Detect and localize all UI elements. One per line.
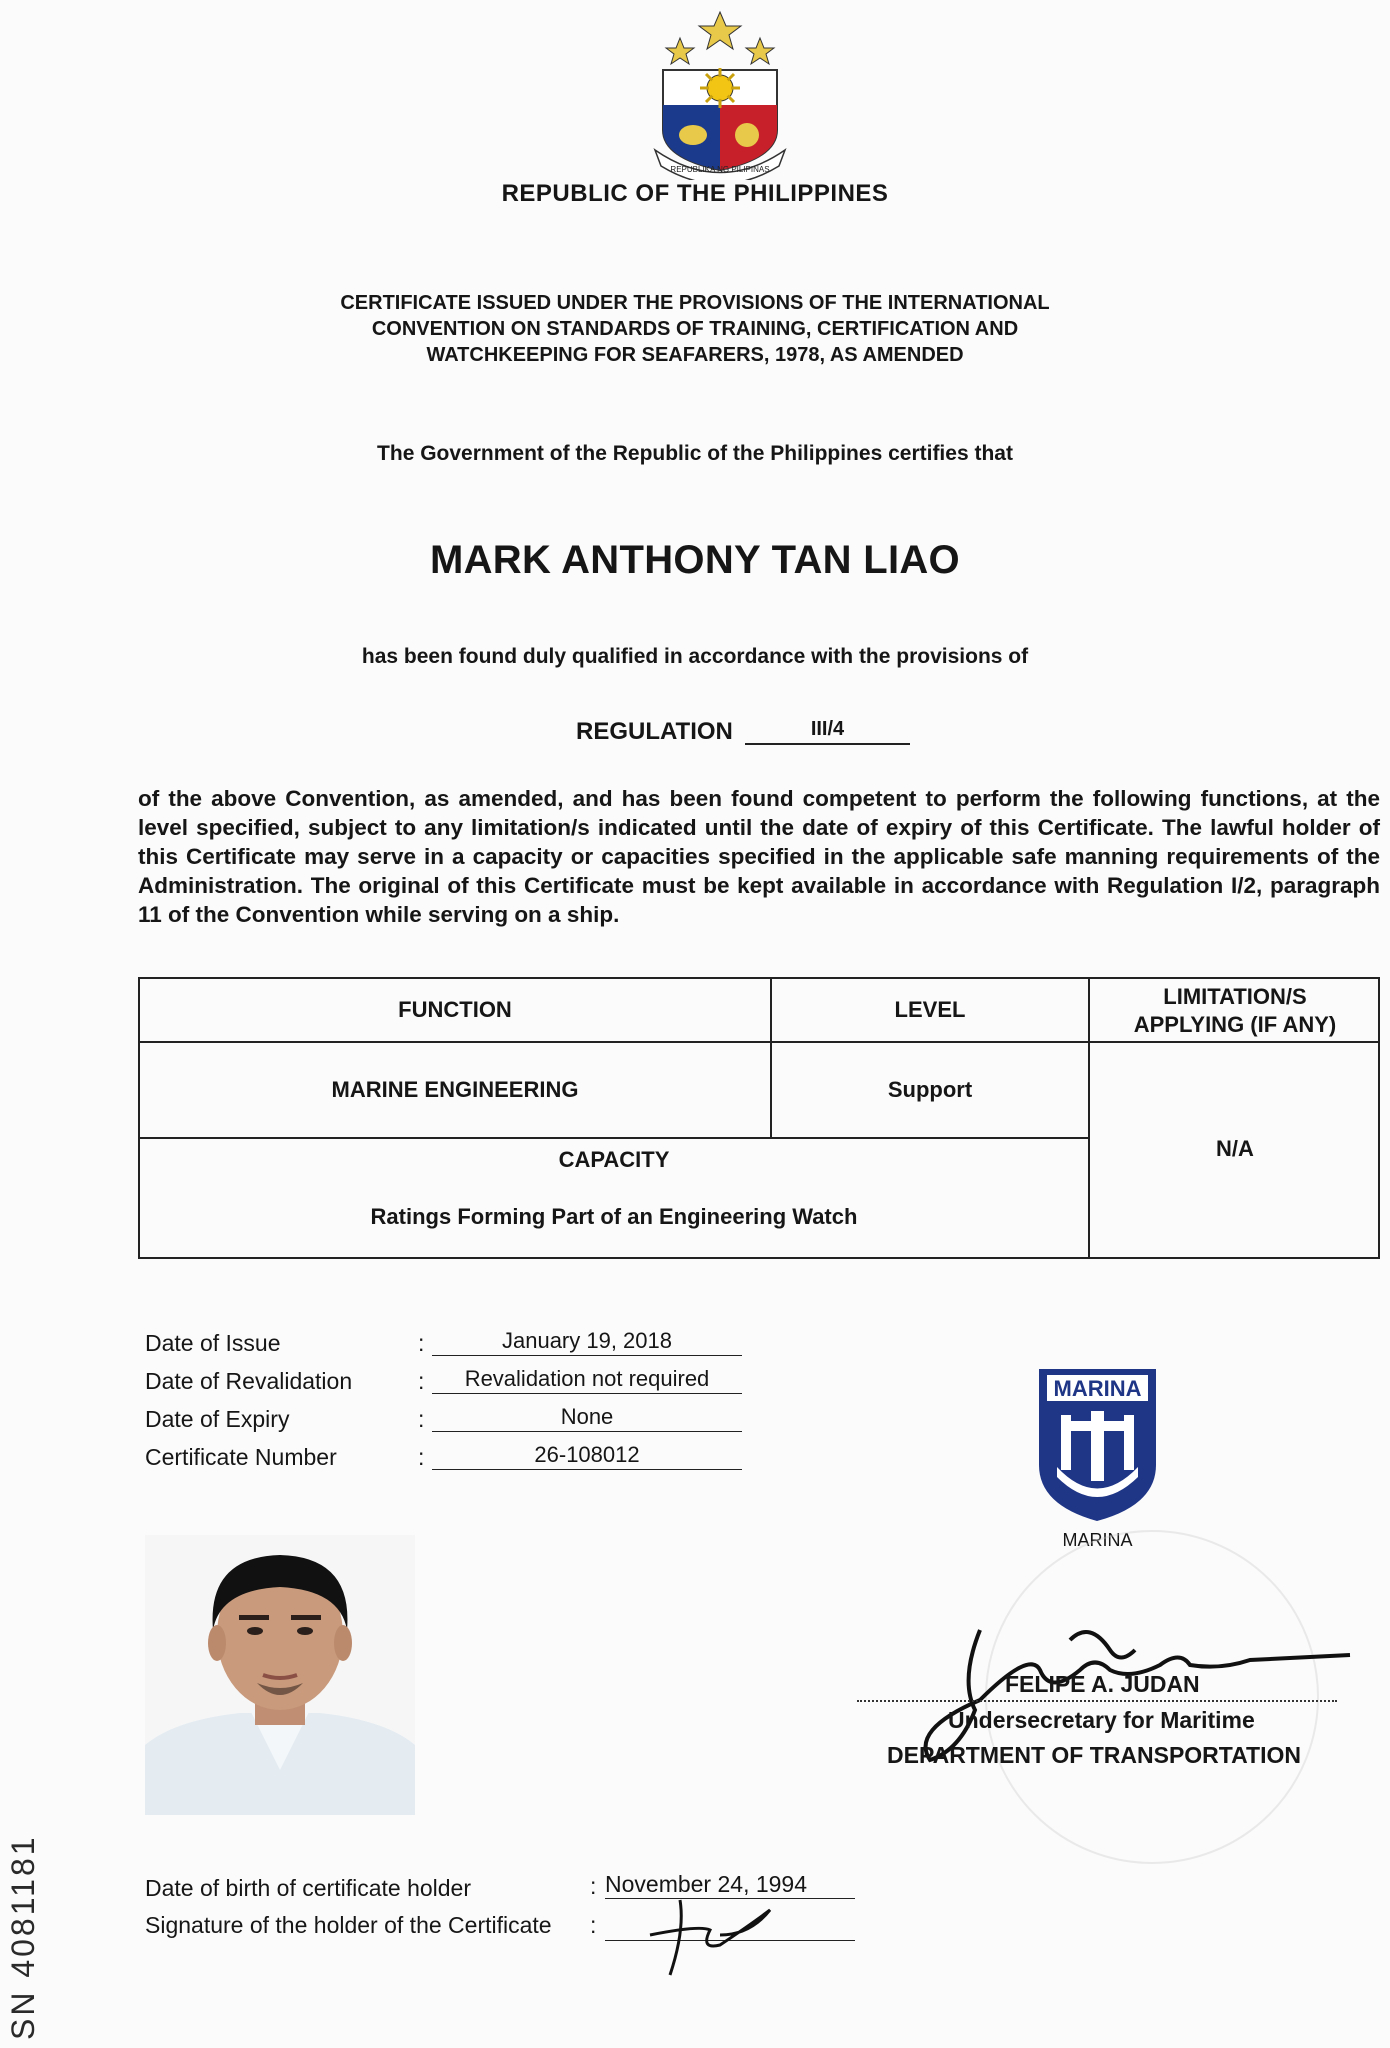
date-of-issue-value: January 19, 2018 xyxy=(432,1328,742,1356)
body-paragraph: of the above Convention, as amended, and has been found competent to perform the following functions, at the level specified, subject to any limitation/s indicated until the date of expiry of this Certificate. The lawful holder of this Certificate may serve in a capacity or capacities specified in the applicable safe manning requirements of the Administration. The original of this Certificate must be kept available in accordance with Regulation I/2, paragraph 11 of the Convention while serving on a ship. xyxy=(138,786,1380,927)
function-header: FUNCTION xyxy=(398,997,512,1022)
qualified-statement: has been found duly qualified in accordance with the provisions of xyxy=(361,645,1029,668)
table-divider xyxy=(1088,1041,1380,1043)
table-divider xyxy=(140,1137,1088,1139)
field-colon: : xyxy=(418,1444,425,1470)
philippine-seal-icon xyxy=(645,10,795,180)
official-department: DEPARTMENT OF TRANSPORTATION xyxy=(887,1742,1301,1768)
regulation-label: REGULATION xyxy=(576,718,733,745)
date-of-revalidation-label: Date of Revalidation xyxy=(145,1368,353,1394)
holder-signature xyxy=(640,1890,780,1980)
official-signature-line xyxy=(857,1700,1337,1702)
field-colon: : xyxy=(418,1406,425,1432)
convention-line-3: WATCHKEEPING FOR SEAFARERS, 1978, AS AMENDED xyxy=(426,344,964,366)
level-header: LEVEL xyxy=(894,997,966,1022)
table-divider xyxy=(140,1041,1088,1043)
birth-colon: : xyxy=(590,1873,597,1899)
field-colon: : xyxy=(418,1330,425,1356)
limitations-header-2: APPLYING (IF ANY) xyxy=(1133,1012,1337,1037)
function-value: MARINE ENGINEERING xyxy=(331,1077,579,1102)
functions-table xyxy=(138,977,1380,1259)
certifies-statement: The Government of the Republic of the Philippines certifies that xyxy=(377,442,1013,465)
marina-caption: MARINA xyxy=(1062,1530,1133,1550)
holder-name: MARK ANTHONY TAN LIAO xyxy=(430,538,960,582)
level-value: Support xyxy=(887,1077,973,1102)
official-name: FELIPE A. JUDAN xyxy=(1005,1671,1200,1697)
country-heading: REPUBLIC OF THE PHILIPPINES xyxy=(501,180,889,207)
seal-motto: REPUBLIKA NG PILIPINAS xyxy=(670,165,770,174)
capacity-value: Ratings Forming Part of an Engineering Watch xyxy=(370,1204,858,1229)
marina-logo-text: MARINA xyxy=(1053,1376,1142,1401)
limitations-header-1: LIMITATION/S xyxy=(1163,984,1307,1009)
capacity-header: CAPACITY xyxy=(558,1147,670,1172)
limitations-value: N/A xyxy=(1216,1136,1254,1161)
convention-line-2: CONVENTION ON STANDARDS OF TRAINING, CERTIFICATION AND xyxy=(371,318,1019,340)
certificate-number-label: Certificate Number xyxy=(145,1444,337,1470)
holder-signature-label: Signature of the holder of the Certificate xyxy=(145,1912,552,1938)
serial-number xyxy=(0,1770,44,2040)
holder-photo xyxy=(145,1535,415,1815)
certificate-number-value: 26-108012 xyxy=(432,1442,742,1470)
marina-logo-icon xyxy=(1035,1365,1160,1525)
date-of-expiry-label: Date of Expiry xyxy=(145,1406,290,1432)
regulation-value: III/4 xyxy=(745,718,910,745)
field-colon: : xyxy=(418,1368,425,1394)
serial-number-text: SN 4081181 xyxy=(5,1834,41,2040)
date-of-issue-label: Date of Issue xyxy=(145,1330,281,1356)
date-of-revalidation-value: Revalidation not required xyxy=(432,1366,742,1394)
convention-line-1: CERTIFICATE ISSUED UNDER THE PROVISIONS OF THE INTERNATIONAL xyxy=(340,292,1050,314)
birth-date-label: Date of birth of certificate holder xyxy=(145,1875,471,1901)
official-title: Undersecretary for Maritime xyxy=(948,1707,1255,1733)
date-of-expiry-value: None xyxy=(432,1404,742,1432)
signature-colon: : xyxy=(590,1912,597,1938)
birth-date-value: November 24, 1994 xyxy=(605,1871,855,1899)
